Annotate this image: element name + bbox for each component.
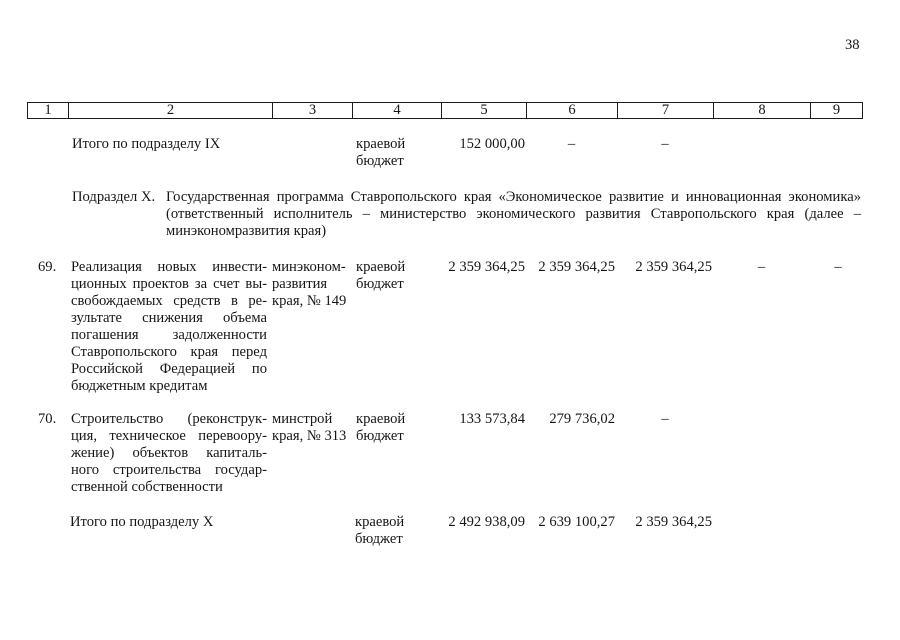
source-line: бюджет [356, 428, 404, 444]
item-name-line: ного строительства государ- [71, 462, 267, 478]
source-line: бюджет [355, 531, 403, 547]
header-cell-2: 2 [68, 102, 272, 119]
subsection-title-line: минэкономразвития края) [166, 223, 327, 239]
item-name-line: жение) объектов капиталь- [71, 445, 267, 461]
header-cell-4: 4 [352, 102, 441, 119]
source-line: краевой [356, 136, 406, 152]
subtotal-ix-source [356, 136, 405, 170]
item-col5: 133 573,84 [459, 411, 525, 427]
subsection-x-label: Подраздел X. [72, 189, 156, 205]
executor-line: края, № 149 [272, 293, 347, 309]
source-line: бюджет [356, 153, 404, 169]
item-executor [272, 411, 346, 445]
executor-line: минэконом- [272, 259, 346, 275]
item-name-line: бюджетным кредитам [71, 378, 208, 394]
item-name-line: ственной собственности [71, 479, 223, 495]
item-number: 69. [38, 259, 57, 275]
executor-line: минстрой [272, 411, 333, 427]
executor-line: развития [272, 276, 328, 292]
header-cell-5: 5 [441, 102, 526, 119]
item-name-line: Строительство (реконструк- [71, 411, 267, 427]
header-cell-1: 1 [27, 102, 68, 119]
subsection-x-title [166, 189, 861, 240]
item-col6: 279 736,02 [549, 411, 615, 427]
item-name-line: Реализация новых инвести- [71, 259, 267, 275]
subtotal-x-col7: 2 359 364,25 [635, 514, 712, 530]
item-col6: 2 359 364,25 [538, 259, 615, 275]
item-name [71, 259, 267, 395]
subtotal-x-label: Итого по подразделу X [70, 514, 214, 530]
item-number: 70. [38, 411, 57, 427]
executor-line: края, № 313 [272, 428, 347, 444]
source-line: краевой [356, 411, 406, 427]
item-name-line: зультате снижения объема [71, 310, 267, 326]
item-name [71, 411, 267, 496]
subtotal-ix-col6: – [567, 136, 576, 152]
table-row-69 [0, 259, 900, 395]
item-executor [272, 259, 346, 310]
subtotal-x-source [355, 514, 404, 548]
item-col7: 2 359 364,25 [635, 259, 712, 275]
subtotal-ix-label: Итого по подразделу IX [72, 136, 221, 152]
item-name-line: ционных проектов за счет вы- [71, 276, 267, 292]
header-cell-3: 3 [272, 102, 352, 119]
subsection-title-line: (ответственный исполнитель – министерство экономического развития Ставропольского края (далее – [166, 206, 861, 222]
header-cell-9: 9 [810, 102, 863, 119]
source-line: бюджет [356, 276, 404, 292]
table-header-row [27, 102, 863, 119]
subtotal-ix-col5: 152 000,00 [459, 136, 525, 152]
page-number: 38 [845, 37, 860, 53]
item-name-line: Российской Федерацией по [71, 361, 267, 377]
subsection-x-heading [0, 189, 900, 240]
item-col9: – [834, 259, 842, 275]
table-row-70 [0, 411, 900, 496]
item-col5: 2 359 364,25 [448, 259, 525, 275]
item-name-line: свобождаемых средств в ре- [71, 293, 267, 309]
subtotal-x-col5: 2 492 938,09 [448, 514, 525, 530]
source-line: краевой [355, 514, 405, 530]
subtotal-ix-row [0, 136, 900, 170]
item-name-line: Ставропольского края перед [71, 344, 267, 360]
header-cell-7: 7 [617, 102, 713, 119]
item-name-line: ция, техническое перевоору- [71, 428, 267, 444]
header-cell-8: 8 [713, 102, 810, 119]
item-name-line: погашения задолженности [71, 327, 267, 343]
header-cell-6: 6 [526, 102, 617, 119]
subtotal-x-row [0, 514, 900, 548]
item-source [356, 259, 405, 293]
source-line: краевой [356, 259, 406, 275]
item-col8: – [757, 259, 766, 275]
item-source [356, 411, 405, 445]
subtotal-ix-col7: – [661, 136, 669, 152]
item-col7: – [661, 411, 669, 427]
subsection-title-line: Государственная программа Ставропольского края «Экономическое развитие и инновационная экономика» [166, 189, 861, 205]
subtotal-x-col6: 2 639 100,27 [538, 514, 615, 530]
